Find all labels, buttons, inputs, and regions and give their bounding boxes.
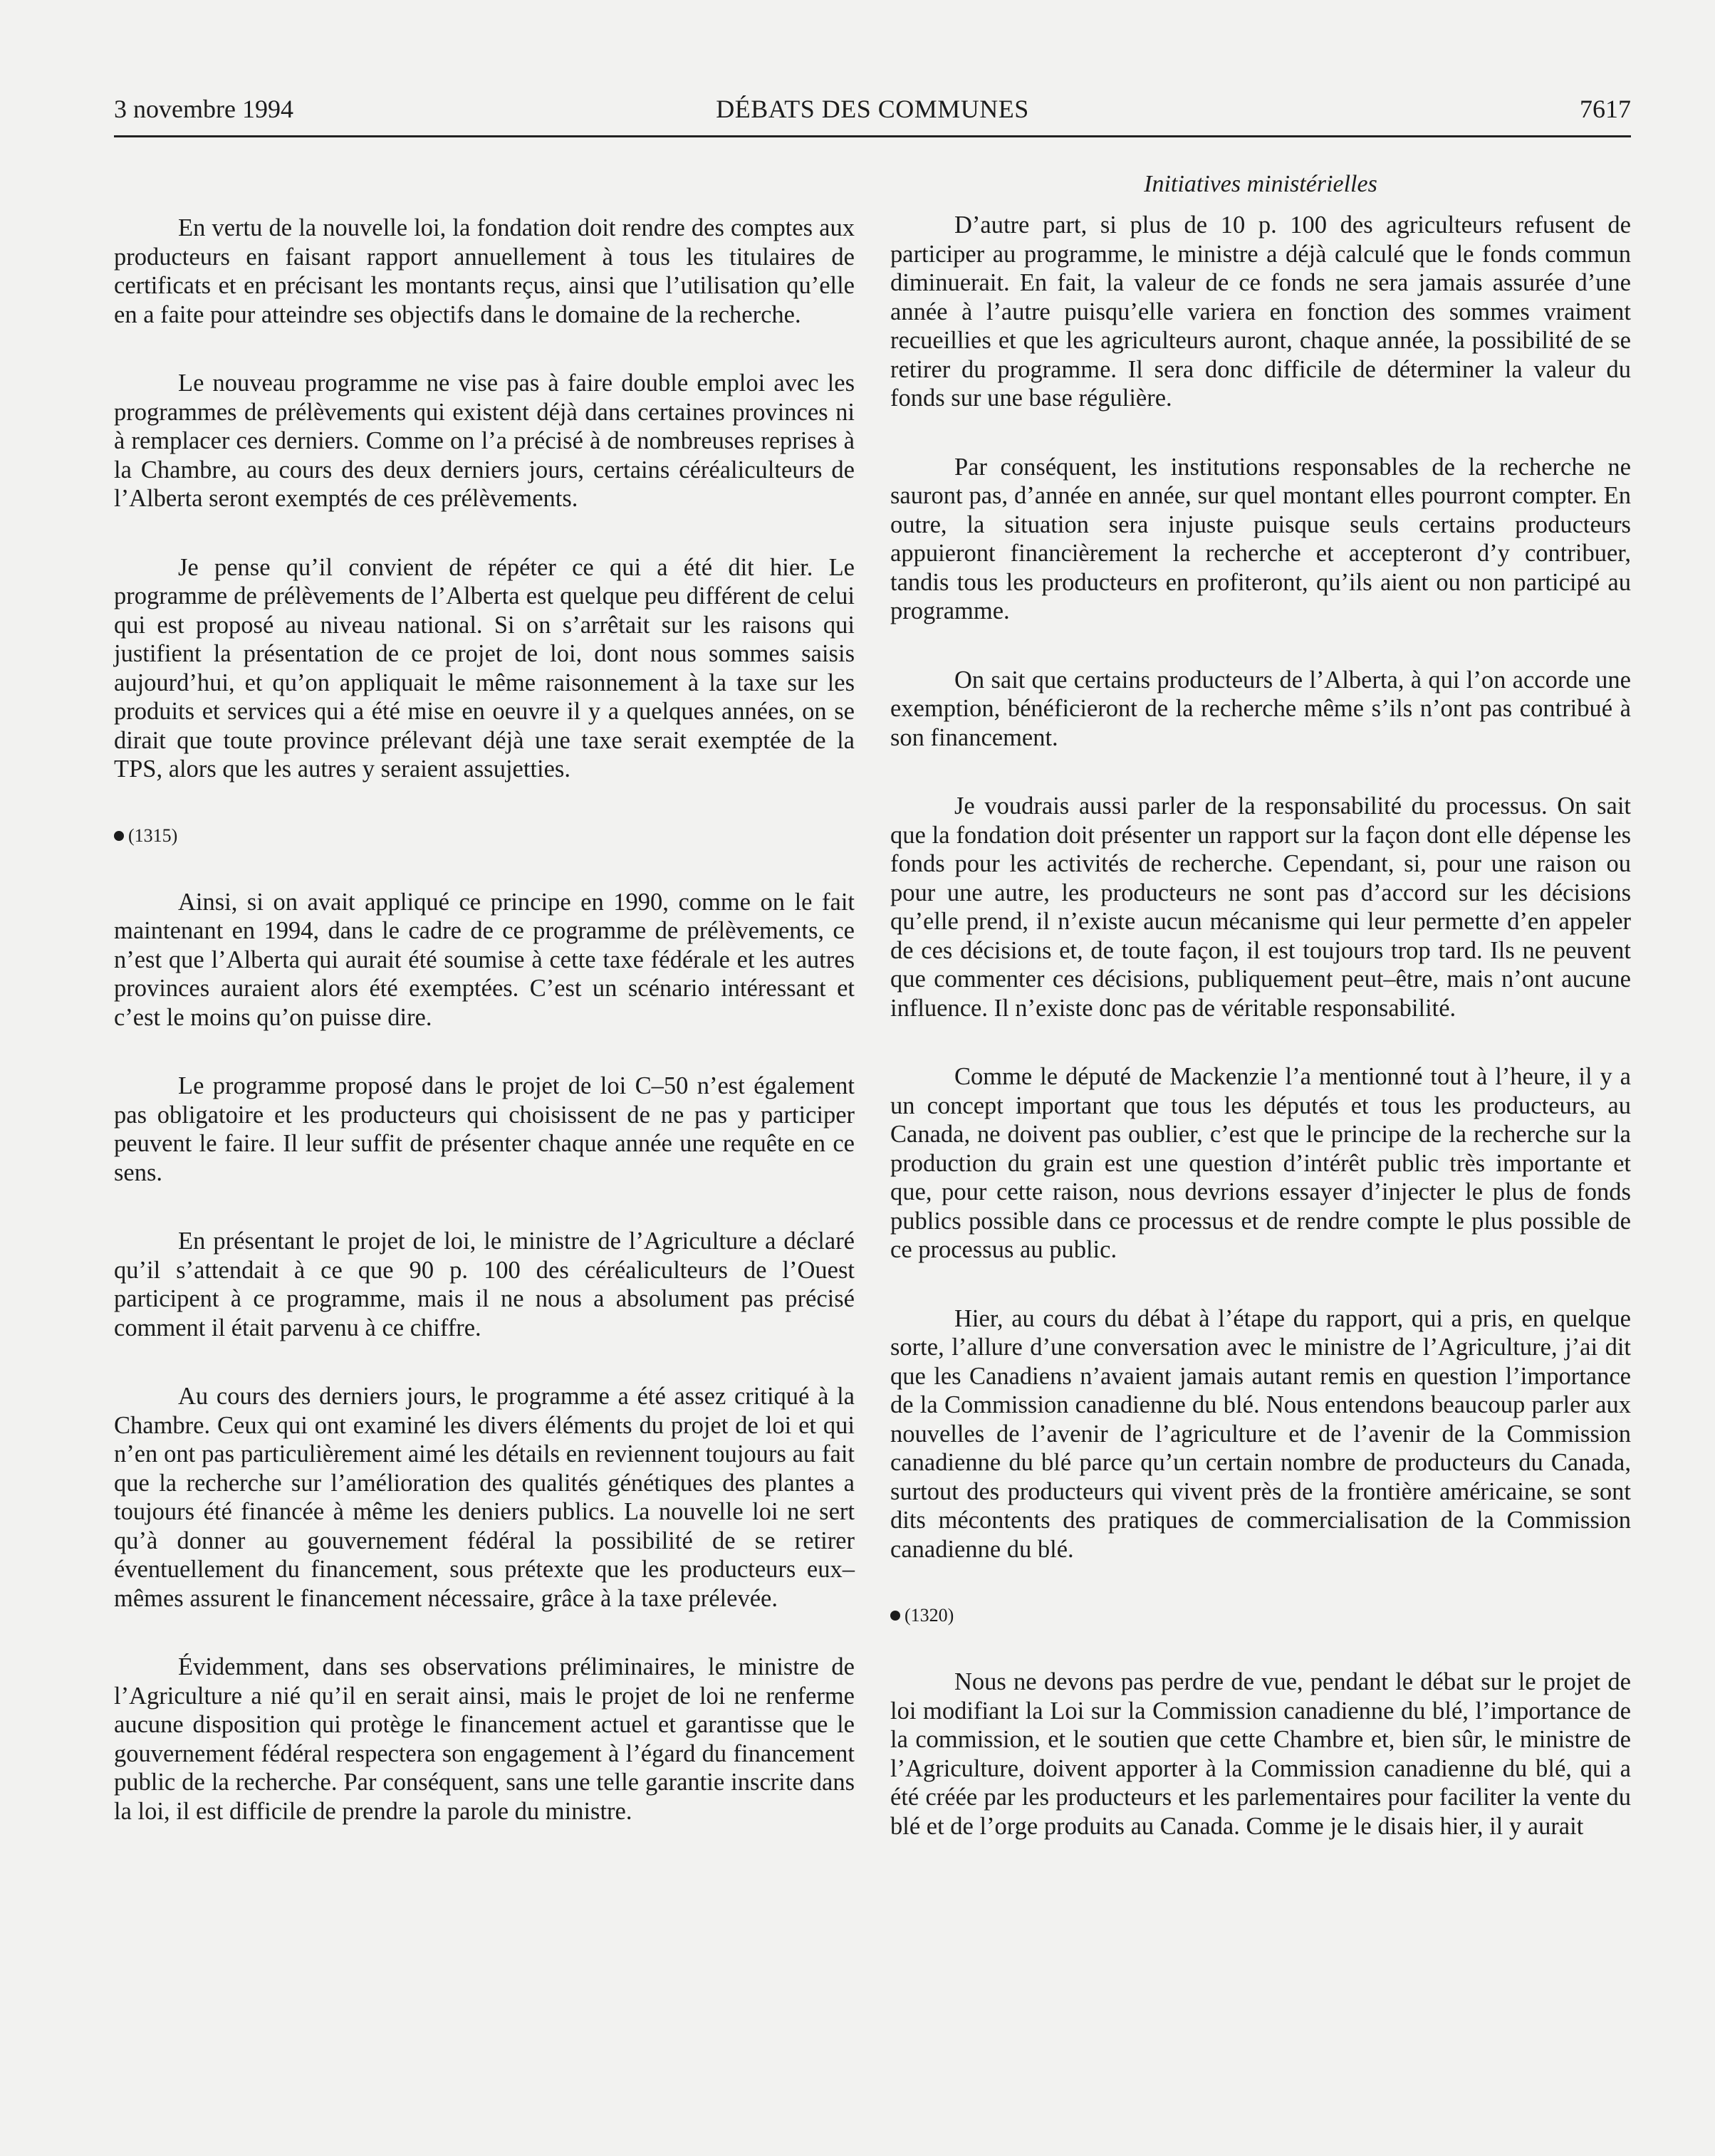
paragraph: Par conséquent, les institutions responsables de la recherche ne sauront pas, d’année en année, sur quel montant elles pourront compter. En outre, la situation sera injuste puisque seuls certains producteurs appuieront financièrement la recherche et accepteront d’y contribuer, tandis tous les producteurs en profiteront, qu’ils aient ou non participé au programme.	[890, 453, 1631, 624]
right-column	[890, 211, 1631, 1880]
paragraph: Je voudrais aussi parler de la responsabilité du processus. On sait que la fondation doit présenter un rapport sur la façon dont elle dépense les fonds pour les activités de recherche. Cependant, si, pour une raison ou pour une autre, les producteurs ne sont pas d’accord sur les décisions qu’elle prend, il n’existe aucun mécanisme qui leur permette d’en appeler de ces décisions et, de toute façon, il est toujours trop tard. Ils ne peuvent que commenter ces décisions, publiquement peut–être, mais n’ont aucune influence. Il n’existe donc pas de véritable responsabilité.	[890, 792, 1631, 1022]
paragraph: En présentant le projet de loi, le ministre de l’Agriculture a déclaré qu’il s’attendait à ce que 90 p. 100 des céréaliculteurs de l’Ouest participent à ce programme, mais il ne nous a absolument pas précisé comment il était parvenu à ce chiffre.	[114, 1228, 855, 1341]
paragraph: Le nouveau programme ne vise pas à faire double emploi avec les programmes de prélèvements qui existent déjà dans certaines provinces ni à remplacer ces derniers. Comme on l’a précisé à de nombreuses reprises à la Chambre, au cours des deux derniers jours, certains céréaliculteurs de l’Alberta seront exemptés de ces prélèvements.	[114, 370, 855, 512]
time-marker	[114, 824, 855, 848]
paragraph: Nous ne devons pas perdre de vue, pendant le débat sur le projet de loi modifiant la Loi sur la Commission canadienne du blé, l’importance de la commission, et le soutien que cette Chambre et, bien sûr, le ministre de l’Agriculture, doivent apporter à la Commission canadienne du blé, qui a été créée par les producteurs et les parlementaires pour faciliter la vente du blé et de l’orge produits au Canada. Comme je le disais hier, il y aurait	[890, 1668, 1631, 1840]
time-marker	[890, 1603, 1631, 1628]
time-marker-label: (1320)	[905, 1605, 954, 1626]
paragraph: En vertu de la nouvelle loi, la fondation doit rendre des comptes aux producteurs en faisant rapport annuellement à tous les titulaires de certificats et en précisant les montants reçus, ainsi que l’utilisation qu’elle en a faite pour atteindre ses objectifs dans le domaine de la recherche.	[114, 214, 855, 328]
paragraph: Comme le député de Mackenzie l’a mentionné tout à l’heure, il y a un concept important que tous les députés et tous les producteurs, au Canada, ne doivent pas oublier, c’est que le principe de la recherche sur la production du grain est une question d’intérêt public très importante et que, pour cette raison, nous devrions essayer d’injecter le plus de fonds publics possible dans ce processus et de rendre compte le plus possible de ce processus au public.	[890, 1063, 1631, 1263]
paragraph: Évidemment, dans ses observations préliminaires, le ministre de l’Agriculture a nié qu’il en serait ainsi, mais le projet de loi ne renferme aucune disposition qui protège le financement actuel et garantisse que le gouvernement fédéral respectera son engagement à l’égard du financement public de la recherche. Par conséquent, sans une telle garantie inscrite dans la loi, il est difficile de prendre la parole du ministre.	[114, 1653, 855, 1825]
header-date: 3 novembre 1994	[114, 95, 293, 123]
running-header	[114, 94, 1631, 132]
paragraph: Ainsi, si on avait appliqué ce principe en 1990, comme on le fait maintenant en 1994, dans le cadre de ce programme de prélèvements, ce n’est que l’Alberta qui aurait été soumise à cette taxe fédérale et les autres provinces auraient alors été exemptées. C’est un scénario intéressant et c’est le moins qu’on puisse dire.	[114, 888, 855, 1031]
time-marker-label: (1315)	[128, 825, 178, 846]
header-rule	[114, 135, 1631, 137]
paragraph: Au cours des derniers jours, le programme a été assez critiqué à la Chambre. Ceux qui ont examiné les divers éléments du projet de loi et qui n’en ont pas particulièrement aimé les détails en reviennent toujours au fait que la recherche sur l’amélioration des qualités génétiques des plantes a toujours été financée à même les deniers publics. La nouvelle loi ne sert qu’à donner au gouvernement fédéral la possibilité de se retirer éventuellement du financement, sous prétexte que les producteurs eux–mêmes assurent le financement nécessaire, grâce à la taxe prélevée.	[114, 1383, 855, 1612]
header-title: DÉBATS DES COMMUNES	[716, 95, 1029, 123]
page-number: 7617	[1580, 95, 1631, 123]
paragraph: Le programme proposé dans le projet de loi C–50 n’est également pas obligatoire et les producteurs qui choisissent de ne pas y participer peuvent le faire. Il leur suffit de présenter chaque année une requête en ce sens.	[114, 1072, 855, 1186]
bullet-icon	[114, 831, 124, 841]
bullet-icon	[890, 1611, 900, 1621]
left-column	[114, 214, 855, 1865]
section-title: Initiatives ministérielles	[1144, 171, 1377, 197]
paragraph: Hier, au cours du débat à l’étape du rapport, qui a pris, en quelque sorte, l’allure d’une conversation avec le ministre de l’Agriculture, j’ai dit que les Canadiens n’avaient jamais autant remis en question l’importance de la Commission canadienne du blé. Nous entendons beaucoup parler aux nouvelles de l’avenir de l’agriculture et de l’avenir de la Commission canadienne du blé parce qu’un certain nombre de producteurs du Canada, surtout des producteurs qui vivent près de la frontière américaine, se sont dits mécontents des pratiques de commercialisation de la Commission canadienne du blé.	[890, 1304, 1631, 1563]
paragraph: D’autre part, si plus de 10 p. 100 des agriculteurs refusent de participer au programme, le ministre a déjà calculé que le fonds commun diminuerait. En fait, la valeur de ce fonds ne sera jamais assurée d’une année à l’autre puisqu’elle variera en fonction des sommes vraiment recueillies et que les agriculteurs auront, chaque année, la possibilité de se retirer du programme. Il sera donc difficile de déterminer la valeur du fonds sur une base régulière.	[890, 211, 1631, 412]
paragraph: Je pense qu’il convient de répéter ce qui a été dit hier. Le programme de prélèvements de l’Alberta est quelque peu différent de celui qui est proposé au niveau national. Si on s’arrêtait sur les raisons qui justifient la présentation de ce projet de loi, dont nous sommes saisis aujourd’hui, et qu’on appliquait le même raisonnement à la taxe sur les produits et services qui a été mise en oeuvre il y a quelques années, on se dirait que toute province prélevant déjà une taxe serait exemptée de la TPS, alors que les autres y seraient assujetties.	[114, 553, 855, 783]
paragraph: On sait que certains producteurs de l’Alberta, à qui l’on accorde une exemption, bénéficieront de la recherche même s’ils n’ont pas contribué à son financement.	[890, 666, 1631, 751]
